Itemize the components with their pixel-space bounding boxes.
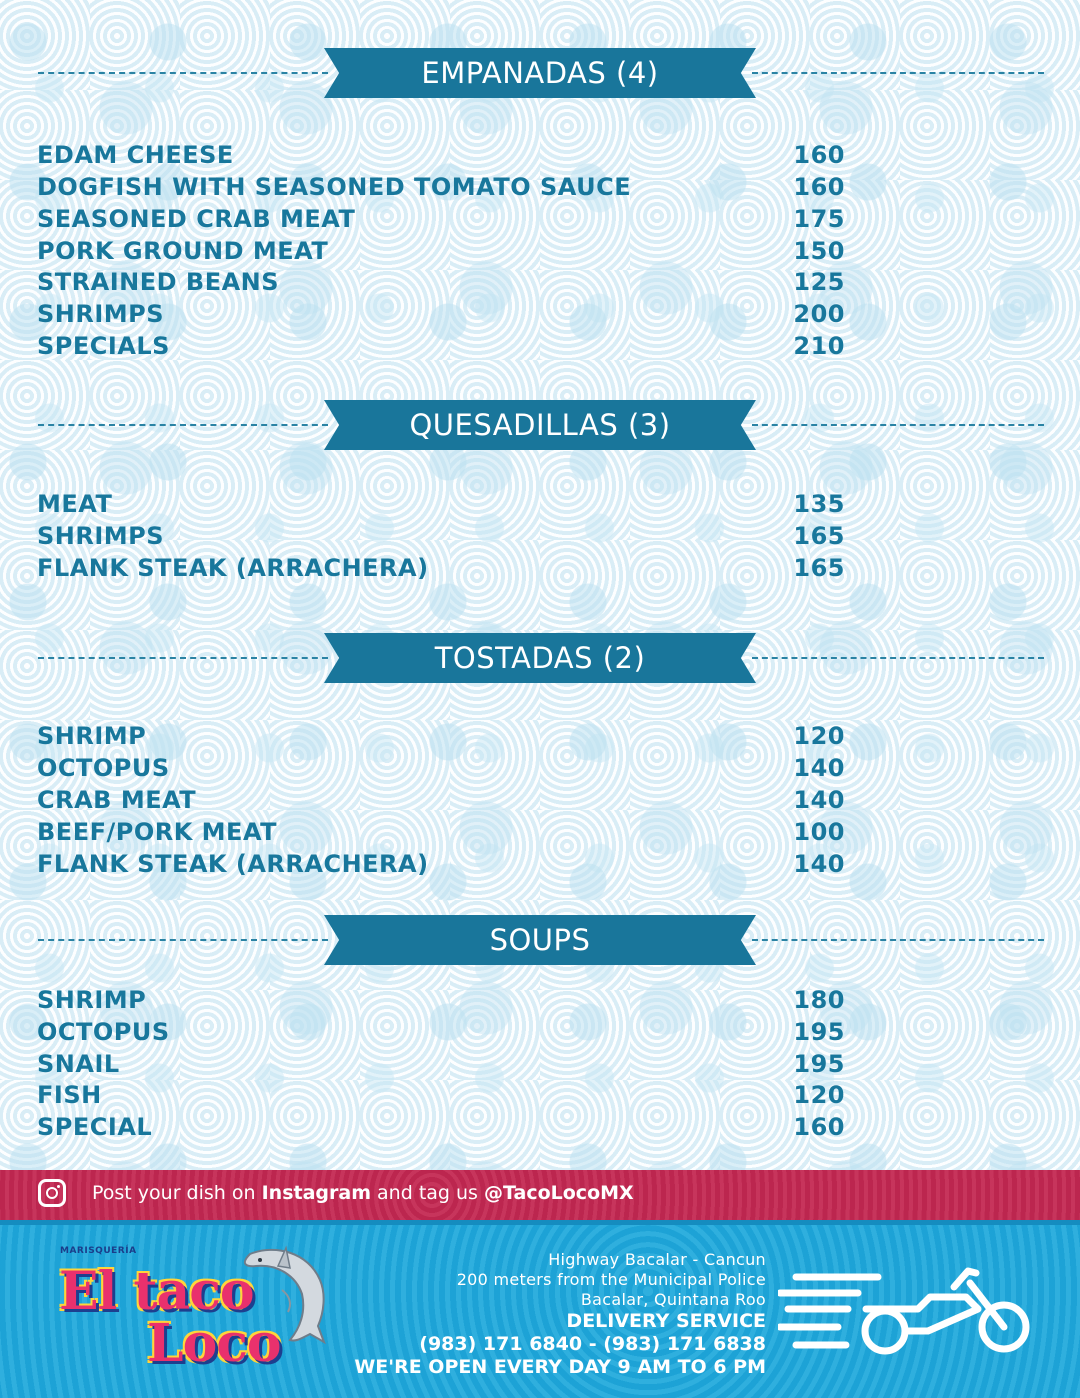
item-price: 135 bbox=[793, 490, 845, 518]
item-name: FLANK STEAK (ARRACHERA) bbox=[37, 850, 429, 878]
item-price: 195 bbox=[793, 1050, 845, 1078]
instagram-dot bbox=[57, 1185, 60, 1188]
item-price: 175 bbox=[793, 205, 845, 233]
menu-item bbox=[37, 490, 845, 522]
dashed-divider bbox=[38, 424, 328, 426]
logo-word-2: Loco bbox=[147, 1313, 281, 1374]
dashed-divider bbox=[38, 939, 328, 941]
item-price: 180 bbox=[793, 986, 845, 1014]
section-header-quesadillas bbox=[0, 400, 1080, 450]
instagram-prefix: Post your dish on bbox=[92, 1182, 262, 1204]
section-header-tostadas bbox=[0, 633, 1080, 683]
logo-word-1: El taco bbox=[59, 1261, 254, 1322]
menu-item bbox=[37, 1050, 845, 1082]
item-name: SNAIL bbox=[37, 1050, 120, 1078]
dashed-divider bbox=[752, 939, 1044, 941]
item-price: 210 bbox=[793, 332, 845, 360]
menu-item bbox=[37, 268, 845, 300]
menu-item bbox=[37, 237, 845, 269]
dashed-divider bbox=[752, 657, 1044, 659]
item-name: OCTOPUS bbox=[37, 754, 170, 782]
instagram-message bbox=[92, 1182, 634, 1204]
address-line-2: 200 meters from the Municipal Police bbox=[456, 1270, 766, 1289]
menu-item bbox=[37, 850, 845, 882]
section-title: QUESADILLAS (3) bbox=[409, 408, 671, 442]
item-name: SHRIMPS bbox=[37, 522, 165, 550]
item-name: FISH bbox=[37, 1081, 102, 1109]
opening-hours: WE'RE OPEN EVERY DAY 9 AM TO 6 PM bbox=[354, 1356, 766, 1378]
item-price: 140 bbox=[793, 754, 845, 782]
item-price: 160 bbox=[793, 141, 845, 169]
item-price: 120 bbox=[793, 722, 845, 750]
item-name: SHRIMP bbox=[37, 986, 147, 1014]
item-price: 195 bbox=[793, 1018, 845, 1046]
menu-item bbox=[37, 986, 845, 1018]
item-name: MEAT bbox=[37, 490, 113, 518]
item-price: 140 bbox=[793, 786, 845, 814]
menu-item bbox=[37, 1018, 845, 1050]
section-title: SOUPS bbox=[489, 923, 591, 957]
menu-item bbox=[37, 141, 845, 173]
phone-numbers[interactable]: (983) 171 6840 - (983) 171 6838 bbox=[419, 1333, 766, 1355]
section-title: TOSTADAS (2) bbox=[434, 641, 646, 675]
menu-item bbox=[37, 332, 845, 364]
menu-item bbox=[37, 205, 845, 237]
menu-item bbox=[37, 722, 845, 754]
instagram-platform: Instagram bbox=[261, 1182, 371, 1204]
item-name: CRAB MEAT bbox=[37, 786, 197, 814]
item-price: 165 bbox=[793, 522, 845, 550]
menu-item bbox=[37, 1113, 845, 1145]
item-price: 160 bbox=[793, 173, 845, 201]
item-name: STRAINED BEANS bbox=[37, 268, 280, 296]
contact-info bbox=[354, 1250, 766, 1379]
address-line-1: Highway Bacalar - Cancun bbox=[548, 1250, 766, 1269]
item-name: SHRIMPS bbox=[37, 300, 165, 328]
motorcycle-icon bbox=[778, 1265, 1040, 1365]
item-name: FLANK STEAK (ARRACHERA) bbox=[37, 554, 429, 582]
menu-item bbox=[37, 173, 845, 205]
restaurant-logo bbox=[55, 1242, 345, 1392]
menu-item bbox=[37, 818, 845, 850]
menu-item bbox=[37, 754, 845, 786]
instagram-banner bbox=[0, 1170, 1080, 1220]
item-name: OCTOPUS bbox=[37, 1018, 170, 1046]
item-name: SEASONED CRAB MEAT bbox=[37, 205, 356, 233]
item-name: PORK GROUND MEAT bbox=[37, 237, 329, 265]
section-header-soups bbox=[0, 915, 1080, 965]
footer-shade bbox=[0, 1220, 1080, 1225]
section-title: EMPANADAS (4) bbox=[421, 56, 659, 90]
menu-item bbox=[37, 1081, 845, 1113]
footer bbox=[0, 1220, 1080, 1398]
item-price: 165 bbox=[793, 554, 845, 582]
item-name: SPECIAL bbox=[37, 1113, 153, 1141]
item-price: 150 bbox=[793, 237, 845, 265]
delivery-label: DELIVERY SERVICE bbox=[566, 1310, 766, 1332]
dashed-divider bbox=[38, 72, 328, 74]
item-name: SPECIALS bbox=[37, 332, 170, 360]
logo-subtitle: MARISQUERÍA bbox=[60, 1246, 137, 1256]
item-name: SHRIMP bbox=[37, 722, 147, 750]
dashed-divider bbox=[752, 72, 1044, 74]
item-price: 140 bbox=[793, 850, 845, 878]
item-price: 100 bbox=[793, 818, 845, 846]
item-price: 120 bbox=[793, 1081, 845, 1109]
item-price: 160 bbox=[793, 1113, 845, 1141]
menu-item bbox=[37, 554, 845, 586]
section-header-empanadas bbox=[0, 48, 1080, 98]
instagram-icon[interactable] bbox=[38, 1179, 66, 1207]
instagram-lens bbox=[46, 1187, 58, 1199]
menu-item bbox=[37, 522, 845, 554]
dashed-divider bbox=[38, 657, 328, 659]
menu-item bbox=[37, 786, 845, 818]
item-name: DOGFISH WITH SEASONED TOMATO SAUCE bbox=[37, 173, 632, 201]
item-price: 200 bbox=[793, 300, 845, 328]
address-line-3: Bacalar, Quintana Roo bbox=[580, 1290, 766, 1309]
item-name: EDAM CHEESE bbox=[37, 141, 234, 169]
menu-item bbox=[37, 300, 845, 332]
item-name: BEEF/PORK MEAT bbox=[37, 818, 278, 846]
dashed-divider bbox=[752, 424, 1044, 426]
item-price: 125 bbox=[793, 268, 845, 296]
instagram-middle: and tag us bbox=[371, 1182, 484, 1204]
instagram-handle[interactable]: @TacoLocoMX bbox=[484, 1182, 634, 1204]
